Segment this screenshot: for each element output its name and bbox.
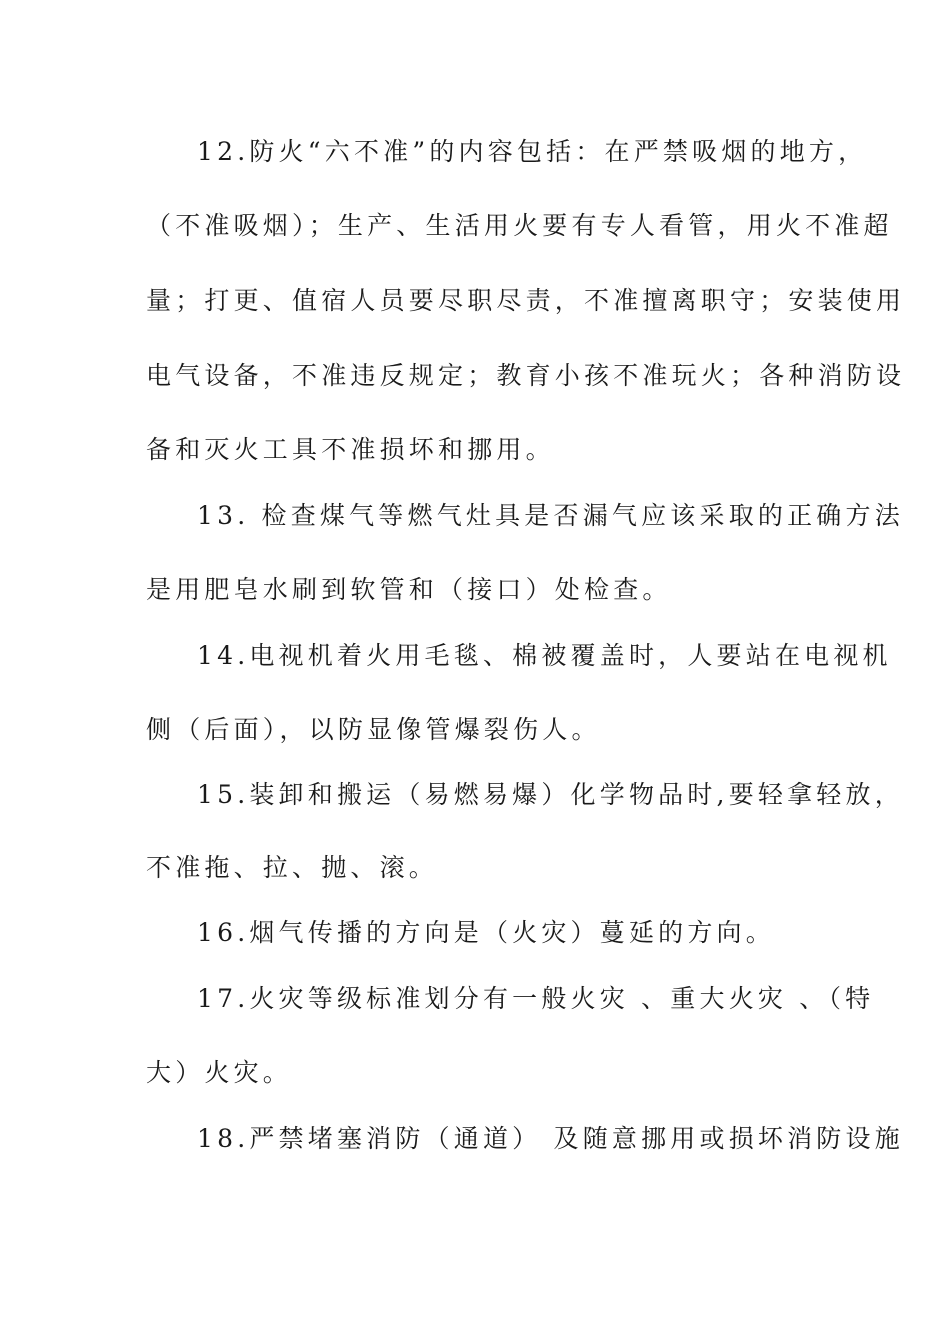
paragraph-line: 17.火灾等级标准划分有一般火灾 、重大火灾 、（特: [197, 984, 875, 1013]
paragraph-line: 是用肥皂水刷到软管和（接口）处检查。: [146, 575, 672, 604]
paragraph-line: 大）火灾。: [146, 1058, 293, 1087]
paragraph-line: 电气设备，不准违反规定；教育小孩不准玩火；各种消防设: [146, 361, 906, 390]
paragraph-line: 侧（后面），以防显像管爆裂伤人。: [146, 715, 601, 744]
paragraph-line: 量；打更、值宿人员要尽职尽责，不准擅离职守；安装使用: [146, 286, 906, 315]
paragraph-line: 14.电视机着火用毛毯、棉被覆盖时，人要站在电视机: [197, 641, 892, 670]
paragraph-line: 15.装卸和搬运（易燃易爆）化学物品时,要轻拿轻放，: [197, 780, 904, 809]
paragraph-line: （不准吸烟）；生产、生活用火要有专人看管，用火不准超: [146, 211, 893, 240]
paragraph-line: 13. 检查煤气等燃气灶具是否漏气应该采取的正确方法: [197, 501, 904, 530]
paragraph-line: 12.防火“六不准”的内容包括：在严禁吸烟的地方，: [197, 137, 868, 166]
paragraph-line: 18.严禁堵塞消防（通道） 及随意挪用或损坏消防设施: [197, 1124, 904, 1153]
paragraph-line: 不准拖、拉、抛、滚。: [146, 853, 439, 882]
paragraph-line: 备和灭火工具不准损坏和挪用。: [146, 435, 555, 464]
paragraph-line: 16.烟气传播的方向是（火灾）蔓延的方向。: [197, 918, 775, 947]
